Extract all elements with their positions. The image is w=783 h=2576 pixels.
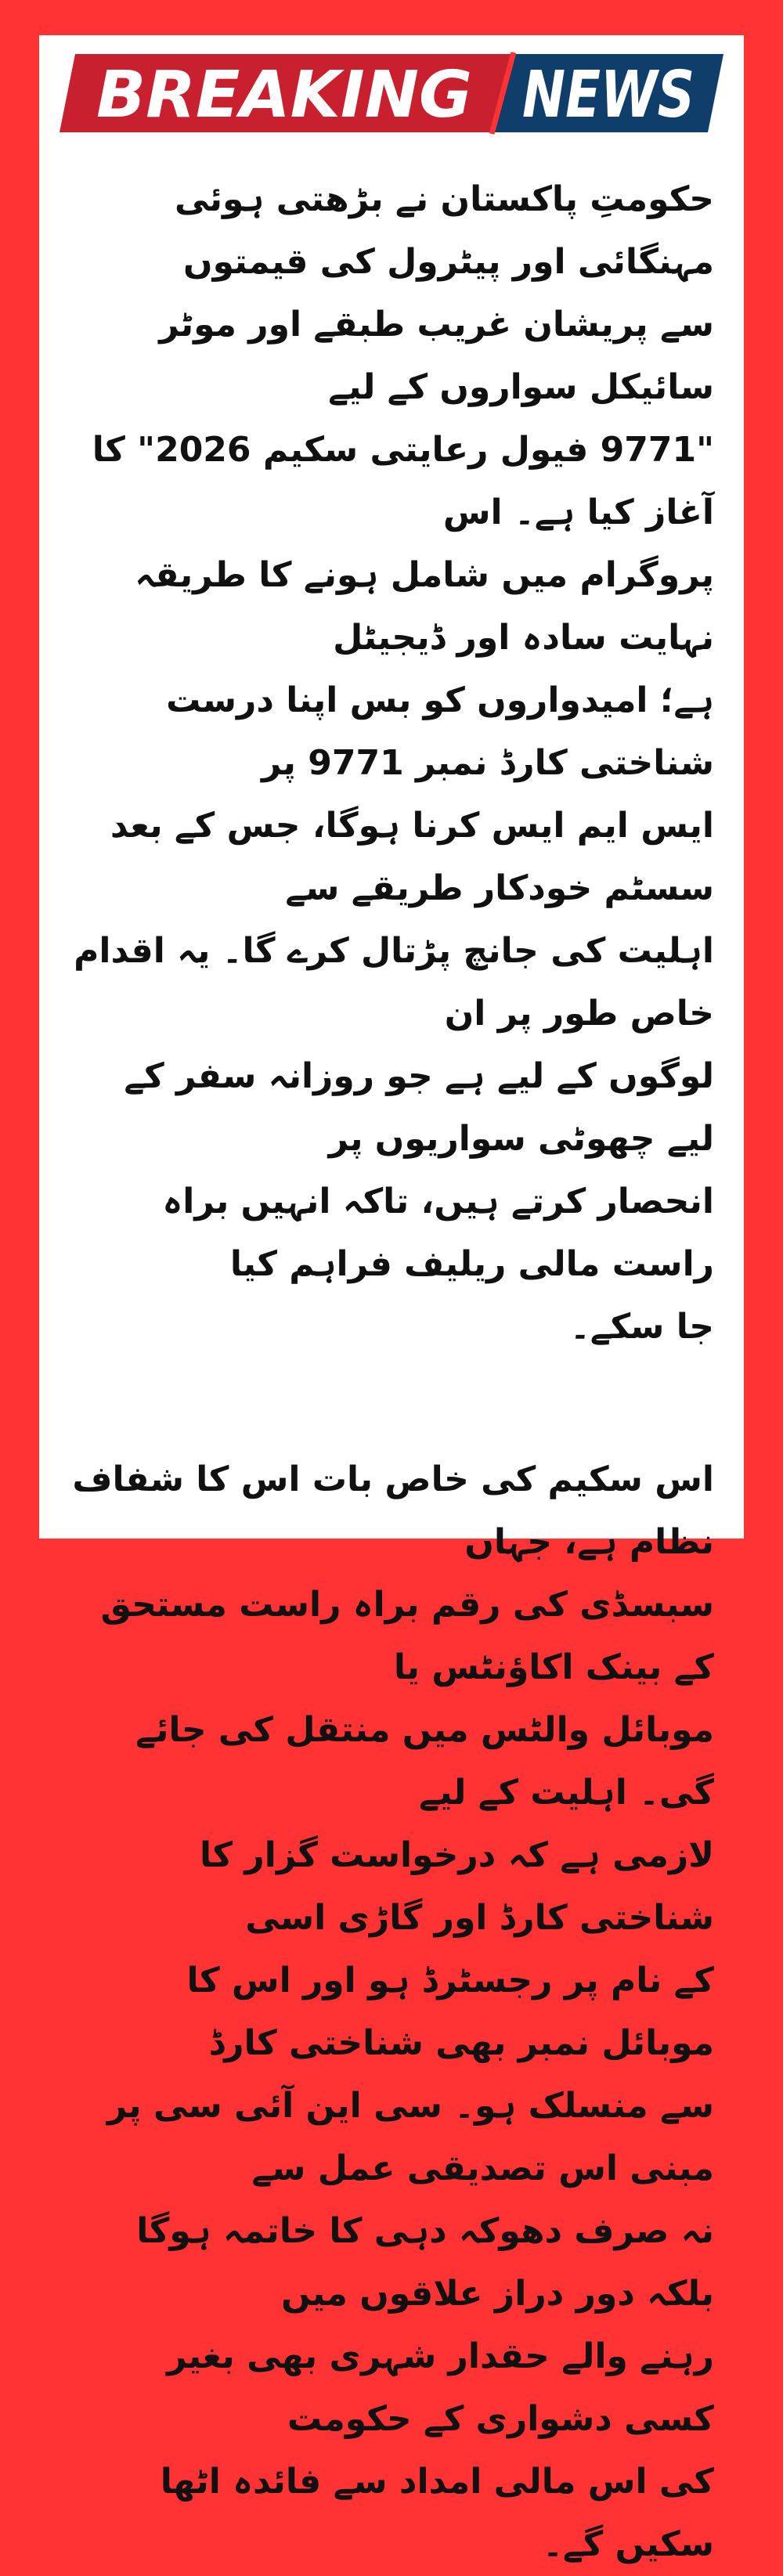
banner-word-breaking: BREAKING (96, 58, 472, 132)
banner-graphic (55, 49, 728, 137)
article-card (39, 35, 744, 2564)
breaking-news-banner (55, 49, 728, 137)
article-paragraph-1: حکومتِ پاکستان نے بڑھتی ہوئی مہنگائی اور پیٹرول کی قیمتوں سے پریشان غریب طبقے اور موٹر سائیکل سواروں کے لیے "9771 فیول رعایتی سکیم 2026" کا آغاز کیا ہے۔ اس پروگرام میں شامل ہونے کا طریقہ نہایت سادہ اور ڈیجیٹل ہے؛ امیدواروں کو بس اپنا درست شناختی کارڈ نمبر 9771 پر ایس ایم ایس کرنا ہوگا، جس کے بعد سسٹم خودکار طریقے سے اہلیت کی جانچ پڑتال کرے گا۔ یہ اقدام خاص طور پر ان لوگوں کے لیے ہے جو روزانہ سفر کے لیے چھوٹی سواریوں پر انحصار کرتے ہیں، تاکہ انہیں براہ راست مالی ریلیف فراہم کیا جا سکے۔ (74, 179, 714, 1347)
article-body (69, 168, 714, 2576)
article-paragraph-2: اس سکیم کی خاص بات اس کا شفاف نظام ہے، جہاں سبسڈی کی رقم براہ راست مستحق کے بینک اکاؤنٹس یا موبائل والٹس میں منتقل کی جائے گی۔ اہلیت کے لیے لازمی ہے کہ درخواست گزار کا شناختی کارڈ اور گاڑی اسی کے نام پر رجسٹرڈ ہو اور اس کا موبائل نمبر بھی شناختی کارڈ سے منسلک ہو۔ سی این آئی سی پر مبنی اس تصدیقی عمل سے نہ صرف دھوکہ دہی کا خاتمہ ہوگا بلکہ دور دراز علاقوں میں رہنے والے حقدار شہری بھی بغیر کسی دشواری کے حکومت کی اس مالی امداد سے فائدہ اٹھا سکیں گے۔ (72, 1459, 714, 2564)
banner-word-news: NEWS (522, 58, 695, 132)
